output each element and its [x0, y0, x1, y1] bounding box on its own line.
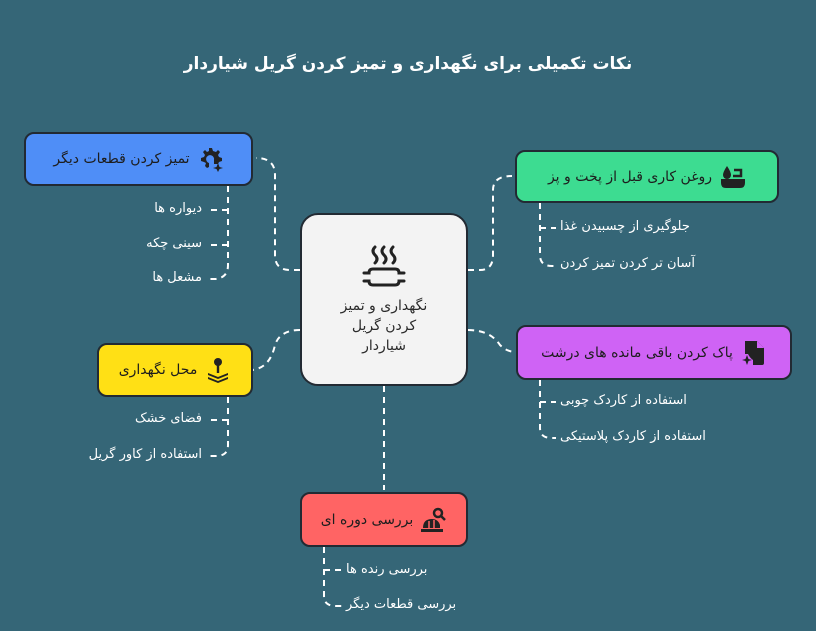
leaf-item: مشعل ها	[152, 270, 202, 285]
branch-periodic-inspection[interactable]	[300, 492, 468, 547]
steaming-pot-icon	[359, 244, 409, 292]
leaf-item: فضای خشک	[134, 411, 202, 426]
branch-label: محل نگهداری	[118, 362, 198, 378]
leaf-item: بررسی قطعات دیگر	[346, 597, 457, 612]
branch-label: تمیز کردن قطعات دیگر	[53, 151, 190, 167]
helmet-search-icon	[421, 507, 447, 533]
branch-storage-location[interactable]	[97, 343, 253, 397]
oil-drop-pan-icon	[720, 164, 746, 190]
diagram-title: نکات تکمیلی برای نگهداری و تمیز کردن گریل شیاردار	[183, 54, 633, 74]
leaf-item: استفاده از کاور گریل	[88, 447, 202, 462]
leaf-item: آسان تر کردن تمیز کردن	[560, 256, 695, 271]
center-node[interactable]	[300, 213, 468, 386]
leaf-item: استفاده از کاردک چوبی	[560, 393, 687, 408]
branch-label: روغن کاری قبل از پخت و پز	[547, 168, 713, 185]
branch-clean-other-parts[interactable]	[24, 132, 253, 186]
branch-label: پاک کردن باقی مانده های درشت	[541, 344, 733, 361]
leaf-item: سینی چکه	[146, 236, 202, 251]
leaf-item: بررسی رنده ها	[346, 562, 428, 577]
branch-remove-large-residues[interactable]	[516, 325, 792, 380]
leaf-item: جلوگیری از چسبیدن غذا	[560, 219, 690, 234]
location-pin-layers-icon	[205, 357, 231, 383]
file-sparkle-icon	[741, 340, 767, 366]
branch-oil-before-cooking[interactable]	[515, 150, 779, 203]
branch-label: بررسی دوره ای	[320, 511, 414, 528]
leaf-item: دیواره ها	[154, 201, 202, 216]
leaf-item: استفاده از کاردک پلاستیکی	[560, 429, 706, 444]
gear-sparkle-icon	[198, 146, 224, 172]
center-label: نگهداری و تمیز کردن گریل شیاردار	[340, 297, 428, 354]
